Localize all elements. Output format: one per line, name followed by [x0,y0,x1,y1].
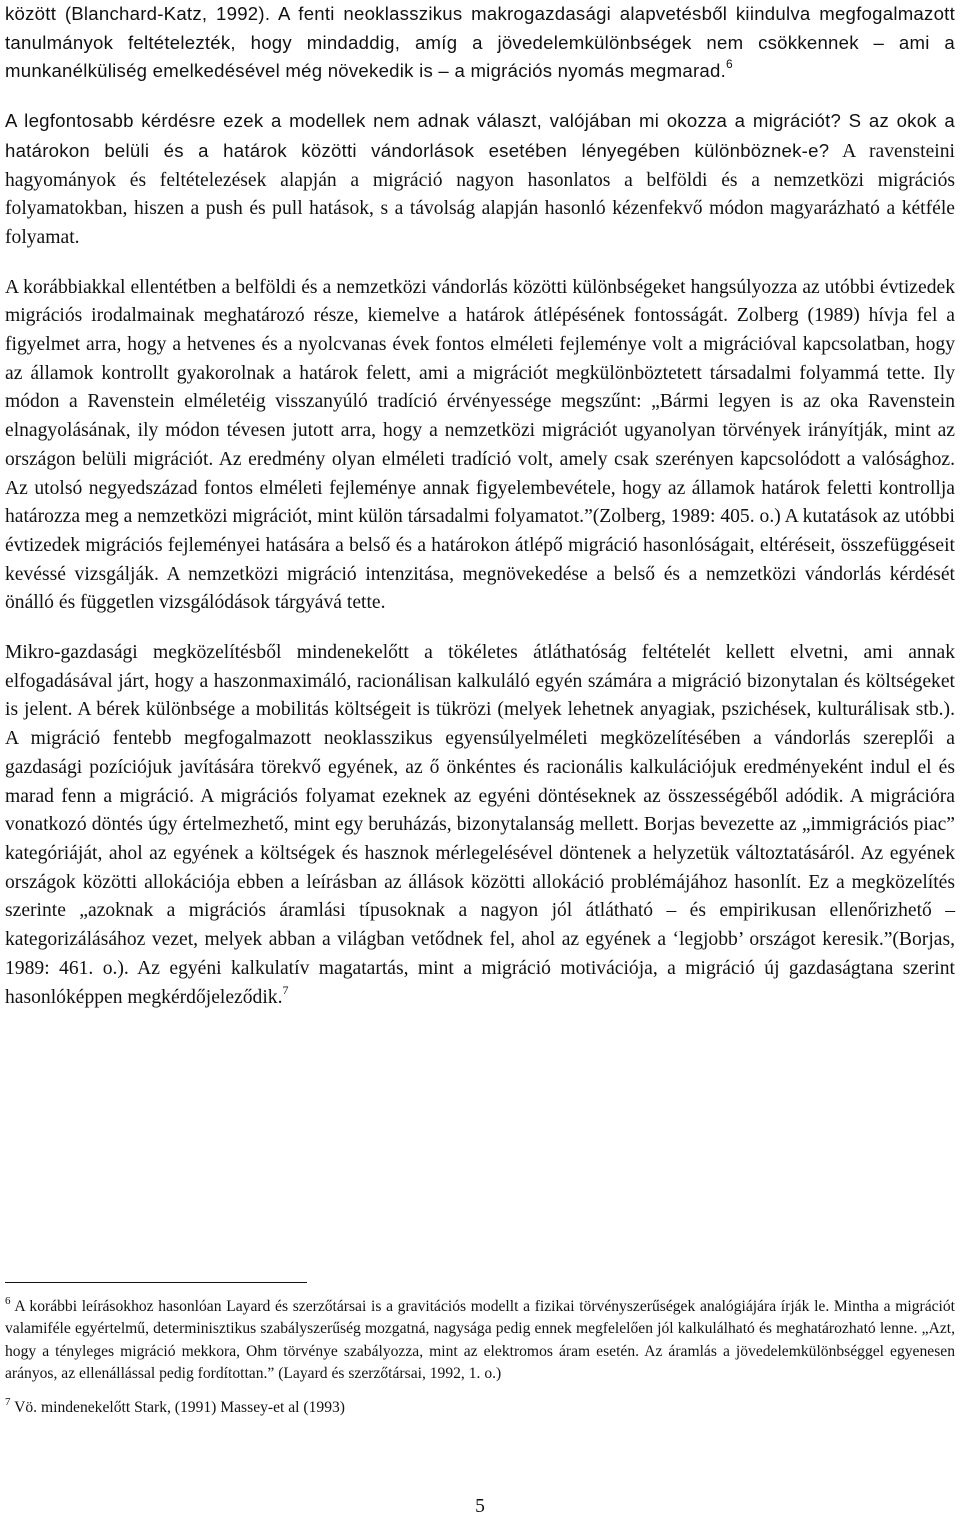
paragraph-2 [5,107,955,253]
paragraph-1-text: között (Blanchard-Katz, 1992). A fenti neoklasszikus makrogazdasági alapvetésből kiindulva megfogalmazott tanulmányok feltételezték, hogy mindaddig, amíg a jövedelemkülönbségek nem csökkennek – ami a munkanélküliség emelkedésével még növekedik is – a migrációs nyomás megmarad. [5,3,955,82]
footnote-7 [5,1397,955,1419]
footnote-7-text: Vö. mindenekelőtt Stark, (1991) Massey-et al (1993) [14,1399,345,1417]
paragraph-3: A korábbiakkal ellentétben a belföldi és a nemzetközi vándorlás közötti különbségeket hangsúlyozza az utóbbi évtizedek migrációs irodalmainak meghatározó része, kiemelve a határok átlépésének fontosságát. Zolberg (1989) hívja fel a figyelmet arra, hogy a hetvenes és a nyolcvanas évek fontos elméleti fejleménye volt a migrációval kapcsolatban, hogy az államok kontrollt gyakorolnak a határok felett, ami a migrációt megkülönböztetett társadalmi folyammá tette. Ily módon a Ravenstein elméletéig visszanyúló tradíció érvényessége megszűnt: „Bármi legyen is az oka Ravenstein elnagyolásának, ily módon tévesen jutott arra, hogy a nemzetközi migrációt ugyanolyan törvények irányítják, mint az országon belüli migrációt. Az eredmény olyan elméleti tradíció volt, amely csak szerényen kapcsolódott a valósághoz. Az utolsó negyedszázad fontos elméleti fejleménye annak figyelembevétele, hogy az államok határok feletti kontrollja határozza meg a nemzetközi migrációt, mint külön társadalmi folyamatot.”(Zolberg, 1989: 405. o.) A kutatások az utóbbi évtizedek migrációs fejleményei hatására a belső és a határokon átlépő migráció hasonlóságait, eltéréseit, összefüggéseit kevéssé vizsgálják. A nemzetközi migráció intenzitása, megnövekedése a belső és a nemzetközi vándorlás kérdését önálló és független vizsgálódások tárgyává tette. [5,276,955,614]
footnotes [5,1296,955,1419]
paragraph-4-text: Mikro-gazdasági megközelítésből mindenekelőtt a tökéletes átláthatóság feltételét kellett elvetni, ami annak elfogadásával járt, hogy a haszonmaximáló, racionálisan kalkuláló egyén számára a migráció bizonytalan és költségeket is jelent. A bérek különbsége a mobilitás költségeit is tükrözi (melyek lehetnek anyagiak, pszichések, kulturálisak stb.). A migráció fentebb megfogalmazott neoklasszikus egyensúlyelméleti megközelítésében a vándorlás szereplői a gazdasági pozíciójuk javítására törekvő egyének, az ő önkéntes és racionális kalkulációjuk eredményeként indul el és marad fenn a migráció. A migrációs folyamat ezeknek az egyéni döntéseknek az összességéből adódik. A migrációra vonatkozó döntés úgy értelmezhető, mint egy beruházás, bizonytalanság mellett. Borjas bevezette az „immigrációs piac” kategóriáját, ahol az egyének a költségek és hasznok mérlegelésével döntenek a helyzetük változtatásáról. Az egyének országok közötti allokációja ebben a leírásban az állások közötti allokáció problémájához hasonlít. Ez a megközelítés szerinte „azoknak a migrációs áramlási típusoknak a nagyon jól átlátható – és empirikusan ellenőrizhető – kategorizálásához vezet, melyek abban a világban vetődnek fel, ahol az egyének a ‘legjobb’ országot keresik.”(Borjas, 1989: 461. o.). Az egyéni kalkulatív magatartás, mint a migráció motivációja, a migráció új gazdaságtana szerint hasonlóképpen megkérdőjeleződik. [5,642,955,1008]
paragraph-1 [5,0,955,86]
paragraph-2-question: A legfontosabb kérdésre ezek a modellek nem adnak választ, valójában mi okozza a migrációt? S az okok a határokon belüli és a határok közötti vándorlások esetében lényegében különböznek-e? [5,110,955,161]
paragraph-4 [5,639,955,1012]
footnote-7-number: 7 [5,1396,11,1409]
footnote-ref-7[interactable]: 7 [282,982,289,997]
footnote-separator [5,1282,307,1283]
footnote-ref-6[interactable]: 6 [725,57,733,72]
footnote-6 [5,1296,955,1385]
paragraph-2-text: A ravensteini hagyományok és feltételezések alapján a migráció nagyon hasonlatos a belföldi és a nemzetközi migrációs folyamatokban, hiszen a push és pull hatások, s a távolság alapján hasonló kézenfekvő módon magyarázható a kétféle folyamat. [5,140,955,248]
page-number: 5 [475,1496,485,1517]
footnote-6-number: 6 [5,1295,11,1307]
document-body [5,0,955,1012]
footnote-6-text: A korábbi leírásokhoz hasonlóan Layard és szerzőtársai is a gravitációs modellt a fizikai törvényszerűségek analógiájára írják le. Mintha a migrációt valamiféle egyértelmű, determinisztikus szabályszerűség mozgatná, nagysága pedig ennek megfelelően jól kalkulálható és meghatározható lenne. „Azt, hogy a tényleges migráció mekkora, Ohm törvénye szabályozza, mint az elektromos áram esetén. Az áramlás a jövedelemkülönbséggel egyenesen arányos, az ellenállással pedig fordítottan.” (Layard és szerzőtársai, 1992, 1. o.) [5,1298,955,1382]
